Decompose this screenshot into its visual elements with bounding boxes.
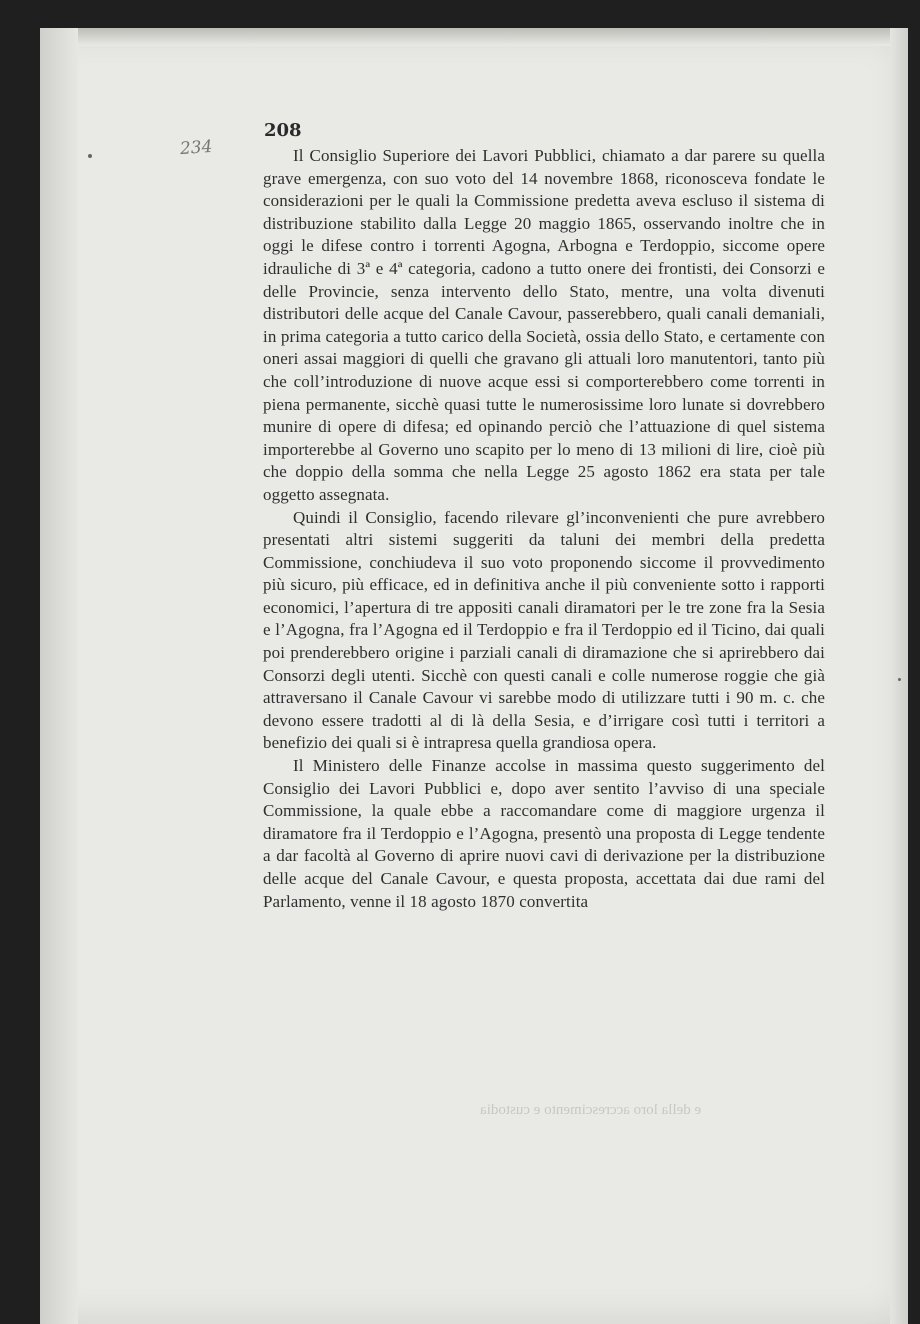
paragraph: Quindi il Consiglio, facendo rilevare gl’inconvenienti che pure avrebbero presentati altri sistemi suggeriti da taluni dei membri della predetta Commissione, conchiudeva il suo voto proponendo siccome il provvedimento più sicuro, più efficace, ed in definitiva anche il più conveniente sotto i rapporti economici, l’apertura di tre appositi canali diramatori per le tre zone fra la Sesia e l’Agogna, fra l’Agogna ed il Terdoppio e fra il Terdoppio ed il Ticino, dai quali poi prenderebbero origine i parziali canali di diramazione che si aprirebbero dai Consorzi degli utenti. Sicchè con questi canali e colle numerose roggie che già attraversano il Canale Cavour vi sarebbe modo di utilizzare tutti i 90 m. c. che devono essere tradotti al di là della Sesia, e d’irrigare così tutti i territori a benefizio dei quali si è intrapresa quella grandiosa opera. [263, 507, 825, 753]
paragraph: Il Consiglio Superiore dei Lavori Pubblici, chiamato a dar parere su quella grave emergenza, con suo voto del 14 novembre 1868, riconosceva fondate le considerazioni per le quali la Commissione predetta aveva escluso il sistema di distribuzione stabilito dalla Legge 20 maggio 1865, osservando inoltre che in oggi le difese contro i torrenti Agogna, Arbogna e Terdoppio, siccome opere idrauliche di 3ª e 4ª categoria, cadono a tutto onere dei frontisti, dei Consorzi e delle Provincie, senza intervento dello Stato, mentre, una volta divenuti distributori delle acque del Canale Cavour, passerebbero, quali canali demaniali, in prima categoria a tutto carico della Società, ossia dello Stato, e certamente con oneri assai maggiori di quelli che gravano gli attuali loro manutentori, tanto più che coll’introduzione di nuove acque essi si comporterebbero come torrenti in piena permanente, sicchè quasi tutte le numerosissime loro lunate si dovrebbero munire di opere di difesa; ed opinando perciò che l’attuazione di quel sistema importerebbe al Governo uno scapito per lo meno di 13 milioni di lire, cioè più che doppio della somma che nella Legge 25 agosto 1862 era stata per tale oggetto assegnata. [263, 146, 825, 504]
page-top-edge [40, 28, 908, 46]
speck-mark [88, 154, 92, 158]
page-right-edge [890, 28, 908, 1324]
speck-mark [898, 678, 901, 681]
bleed-through-text: e della loro accrescimento e custodia [480, 1102, 702, 1118]
page-left-margin-shadow [40, 28, 78, 1324]
page-number: 208 [264, 120, 302, 141]
handwritten-margin-note: 234 [179, 136, 214, 160]
paragraph: Il Ministero delle Finanze accolse in massima questo suggerimento del Consiglio dei Lavori Pubblici e, dopo aver sentito l’avviso di una speciale Commissione, la quale ebbe a raccomandare come di maggiore urgenza il diramatore fra il Terdoppio e l’Agogna, presentò una proposta di Legge tendente a dar facoltà al Governo di aprire nuovi cavi di derivazione per la distribuzione delle acque del Canale Cavour, e questa proposta, accettata dai due rami del Parlamento, venne il 18 agosto 1870 convertita [263, 756, 825, 911]
body-text [263, 145, 825, 913]
